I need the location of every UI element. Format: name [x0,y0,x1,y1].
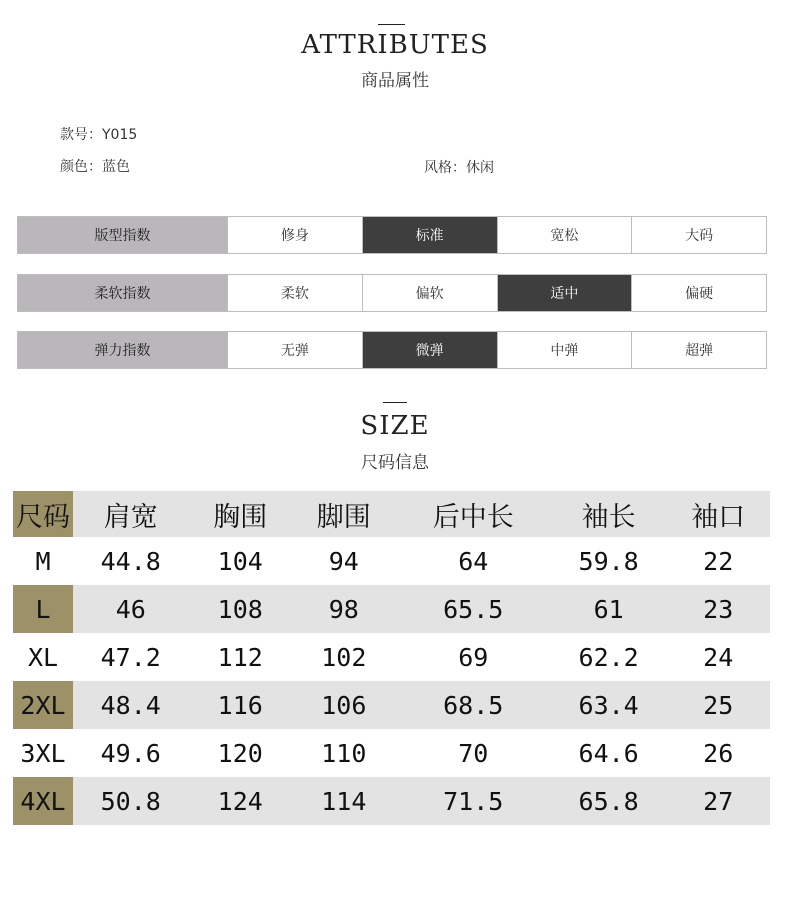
size-table-row [13,537,770,585]
size-value-cell: 47.2 [100,642,161,672]
size-value-cell: 112 [217,642,263,672]
size-value-cell: 70 [458,738,489,768]
size-label-cell: M [35,546,51,576]
fit-option-standard: 标准 [363,217,498,253]
size-table-row [13,729,770,777]
size-value-cell: 50.8 [100,786,161,816]
size-value-cell: 46 [115,594,146,624]
size-value-cell: 98 [328,594,359,624]
size-value-cell: 24 [703,642,734,672]
size-header-cell: 胸围 [213,501,268,533]
size-value-cell: 71.5 [443,786,504,816]
size-value-cell: 108 [217,594,263,624]
size-value-cell: 48.4 [100,690,161,720]
size-label-cell: 4XL [13,777,73,825]
fit-index-label: 版型指数 [18,217,228,253]
size-value-cell: 110 [321,738,367,768]
size-value-cell: 65.8 [578,786,639,816]
size-value-cell: 59.8 [578,546,639,576]
size-value-cell: 65.5 [443,594,504,624]
size-value-cell: 27 [703,786,734,816]
size-value-cell: 62.2 [578,642,639,672]
size-header-cell: 肩宽 [103,501,158,533]
fit-option-slim: 修身 [228,217,363,253]
attributes-subtitle: 商品属性 [361,71,429,91]
softness-option-slightly-hard: 偏硬 [685,286,714,302]
elasticity-index-table [17,331,767,369]
color-attribute: 颜色：蓝色 [60,159,130,175]
size-value-cell: 23 [703,594,734,624]
elasticity-index-label: 弹力指数 [18,332,228,368]
softness-index-table [17,274,767,312]
size-value-cell: 49.6 [100,738,161,768]
size-value-cell: 44.8 [100,546,161,576]
fit-option-plus-size: 大码 [685,228,714,244]
attributes-title: ATTRIBUTES [301,30,489,60]
size-value-cell: 26 [703,738,734,768]
size-table-row [13,633,770,681]
softness-option-slightly-soft: 偏软 [363,275,498,311]
size-label-cell: 3XL [20,738,66,768]
size-header-cell: 后中长 [432,501,514,533]
size-table [13,491,770,825]
size-label-cell: L [13,585,73,633]
size-label-cell: XL [27,642,59,672]
size-value-cell: 69 [458,642,489,672]
size-value-cell: 114 [321,786,367,816]
size-subtitle: 尺码信息 [361,453,429,473]
size-header-cell: 脚围 [316,501,371,533]
size-header-cell: 尺码 [13,491,73,537]
size-value-cell: 120 [217,738,263,768]
size-value-cell: 102 [321,642,367,672]
size-header-cell: 袖口 [691,501,746,533]
size-value-cell: 106 [321,690,367,720]
elasticity-option-medium: 中弹 [498,332,633,368]
elasticity-option-slight: 微弹 [363,332,498,368]
size-value-cell: 68.5 [443,690,504,720]
size-title-dash [383,402,407,403]
size-table-row [13,777,770,825]
elasticity-option-super: 超弹 [685,343,714,359]
size-value-cell: 61 [593,594,624,624]
size-value-cell: 104 [217,546,263,576]
size-title: SIZE [360,411,430,441]
size-table-row [13,681,770,729]
fit-index-table [17,216,767,254]
size-table-header-row [13,491,770,537]
size-value-cell: 64.6 [578,738,639,768]
softness-option-moderate: 适中 [498,275,633,311]
size-value-cell: 64 [458,546,489,576]
style-attribute: 风格：休闲 [424,160,494,176]
softness-index-label: 柔软指数 [18,275,228,311]
elasticity-option-none: 无弹 [228,332,363,368]
size-value-cell: 124 [217,786,263,816]
title-dash [378,24,405,25]
size-value-cell: 116 [217,690,263,720]
size-table-row [13,585,770,633]
fit-option-loose: 宽松 [498,217,633,253]
size-header-cell: 袖长 [581,501,636,533]
size-label-cell: 2XL [13,681,73,729]
size-value-cell: 63.4 [578,690,639,720]
size-value-cell: 22 [703,546,734,576]
style-number: 款号：Y015 [60,127,138,143]
size-value-cell: 25 [703,690,734,720]
size-value-cell: 94 [328,546,359,576]
softness-option-soft: 柔软 [228,275,363,311]
